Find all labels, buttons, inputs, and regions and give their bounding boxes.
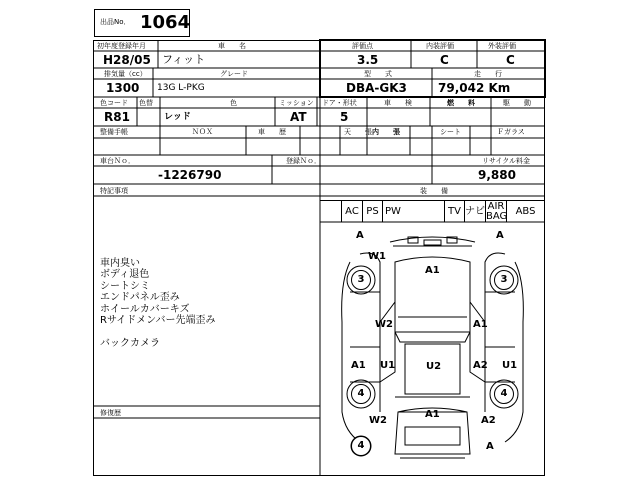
mark-hood-a1: A1 xyxy=(425,265,440,276)
manual-label: 整備手帳 xyxy=(100,128,128,136)
mark-left-a1: A1 xyxy=(351,360,366,371)
mark-rear-a: A xyxy=(486,441,494,452)
mark-front-left-a: A xyxy=(356,230,364,241)
exterior-value: C xyxy=(506,53,515,67)
mark-right-u1: U1 xyxy=(502,360,518,371)
mission-label: ミッション xyxy=(279,99,314,107)
history-label: 車 歴 xyxy=(258,128,286,136)
color-change-label: 色替 xyxy=(139,99,153,107)
mark-left-u1: U1 xyxy=(380,360,396,371)
chassis-label: 車台Ｎｏ． xyxy=(100,157,135,165)
drive-label: 駆 動 xyxy=(503,99,531,107)
mark-rear-w2: W2 xyxy=(369,415,387,426)
interior-value: C xyxy=(440,53,449,67)
car-name-label: 車 名 xyxy=(218,42,246,50)
mileage-label: 走 行 xyxy=(474,70,502,78)
equip-left-edge xyxy=(320,200,341,222)
equip-navi: ナビ xyxy=(464,201,485,222)
doors-label: ドア・形状 xyxy=(322,99,357,107)
mark-fl-wheel: 3 xyxy=(351,270,371,290)
grade-value: 13G L-PKG xyxy=(157,83,205,93)
score-label: 評価点 xyxy=(352,42,373,50)
lot-number-label: 出品No． xyxy=(100,18,131,26)
mark-rear-wheel: 4 xyxy=(351,436,371,456)
interior-label: 内装評価 xyxy=(426,42,454,50)
mark-rr-wheel: 4 xyxy=(494,384,514,404)
doors-value: 5 xyxy=(340,110,349,124)
repair-label: 修復歴 xyxy=(100,409,121,417)
color-label: 色 xyxy=(230,99,237,107)
model-value: DBA-GK3 xyxy=(346,81,407,95)
first-reg-value: H28/05 xyxy=(103,53,151,67)
equipment-row xyxy=(341,200,545,223)
sunroof-label: 天 張 xyxy=(344,128,372,136)
remark-line: 車内臭い xyxy=(100,258,140,269)
mark-rear-a1: A1 xyxy=(425,409,440,420)
inspection-label: 車 検 xyxy=(384,99,412,107)
remark-line: バックカメラ xyxy=(100,337,160,349)
remark-line: シートシミ xyxy=(100,280,150,292)
equip-ac: AC xyxy=(341,201,362,222)
color-value: レッド xyxy=(164,112,191,122)
remark-line: エンドパネル歪み xyxy=(100,292,180,304)
exterior-label: 外装評価 xyxy=(488,42,516,50)
mark-rl-wheel: 4 xyxy=(351,384,371,404)
model-label: 型 式 xyxy=(364,70,392,78)
score-value: 3.5 xyxy=(357,53,379,67)
mark-fr-wheel: 3 xyxy=(494,270,514,290)
chassis-value: -1226790 xyxy=(158,168,222,182)
remark-line: Rサイドメンバー先端歪み xyxy=(100,315,216,326)
mark-front-right-a: A xyxy=(496,230,504,241)
color-code-value: R81 xyxy=(104,110,130,124)
equip-airbag: AIR BAG xyxy=(486,201,508,222)
equip-tv: TV xyxy=(444,201,464,222)
mark-w1: W1 xyxy=(368,251,386,262)
equipment-label: 装 備 xyxy=(420,187,448,195)
glass-label: Ｆガラス xyxy=(497,128,525,136)
mileage-value: 79,042 Km xyxy=(438,81,511,95)
grade-label: グレード xyxy=(220,70,248,78)
recycle-label: リサイクル料金 xyxy=(482,157,531,165)
mark-roof-u2: U2 xyxy=(426,361,442,372)
mark-rear-a2: A2 xyxy=(481,415,496,426)
lot-number-value: 1064 xyxy=(140,12,191,33)
remark-line: ボディ退色 xyxy=(100,269,150,281)
displacement-label: 排気量（cc） xyxy=(104,70,147,78)
plate-label: 登録Ｎｏ． xyxy=(286,157,321,165)
mark-right-a2: A2 xyxy=(473,360,488,371)
fuel-label: 燃 料 xyxy=(447,99,475,107)
mark-left-w2: W2 xyxy=(375,319,393,330)
mark-right-a1: A1 xyxy=(473,319,488,330)
equip-pw: PW xyxy=(382,201,403,222)
recycle-value: 9,880 xyxy=(478,168,516,182)
seat-label: シート xyxy=(440,128,461,136)
mission-value: AT xyxy=(290,110,307,124)
equip-ps: PS xyxy=(362,201,382,222)
first-reg-label: 初年度登録年月 xyxy=(97,42,146,50)
displacement-value: 1300 xyxy=(106,81,140,95)
car-name-value: フィット xyxy=(162,53,206,66)
nox-label: ＮＯＸ xyxy=(192,128,213,136)
remarks-label: 特記事項 xyxy=(100,187,128,195)
color-code-label: 色コード xyxy=(100,99,128,107)
interior-leather-label: 内 張 xyxy=(372,128,400,136)
remark-line: ホイールカバーキズ xyxy=(100,303,190,315)
equip-abs: ABS xyxy=(506,201,545,222)
